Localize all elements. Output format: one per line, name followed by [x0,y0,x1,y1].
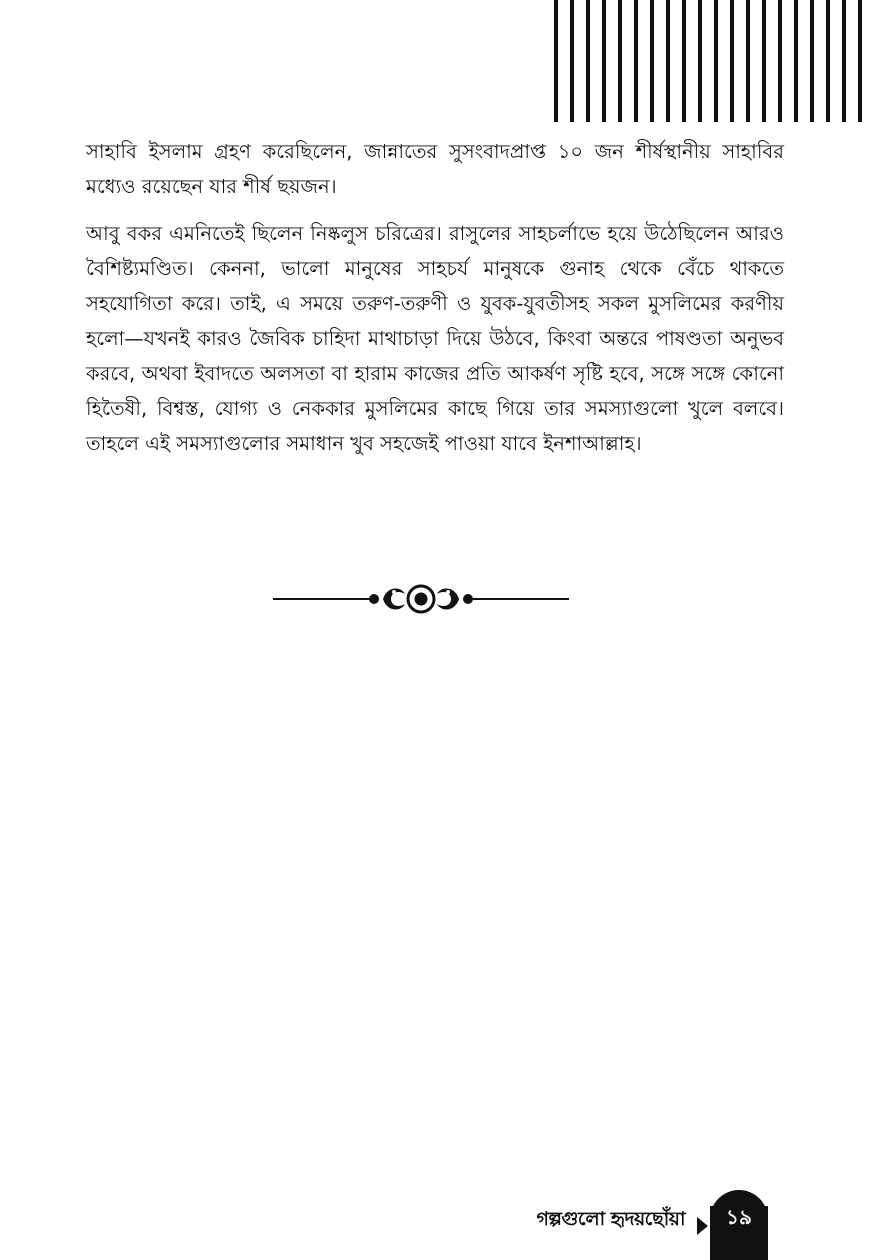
page-number-badge [710,1190,768,1248]
stripe [586,0,590,122]
stripe [794,0,798,122]
stripe [858,0,862,122]
page-body [86,130,784,473]
stripe [666,0,670,122]
page-number: ১৯ [726,1204,752,1229]
stripe [746,0,750,122]
stripe [762,0,766,122]
paragraph-1: সাহাবি ইসলাম গ্রহণ করেছিলেন, জান্নাতের সুসংবাদপ্রাপ্ত ১০ জন শীর্ষস্থানীয় সাহাবির মধ্যেও রয়েছেন যার শীর্ষ ছয়জন। [86,140,784,198]
page-footer [470,1190,870,1260]
paragraph-2: আবু বকর এমনিতেই ছিলেন নিষ্কলুস চরিত্রের। রাসুলের সাহচর্লাভে হয়ে উঠেছিলেন আরও বৈশিষ্ট্যমণ্ডিত। কেননা, ভালো মানুষের সাহচর্য মানুষকে গুনাহ থেকে বেঁচে থাকতে সহযোগিতা করে। তাই, এ সময়ে তরুণ-তরুণী ও যুবক-যুবতীসহ সকল মুসলিমের করণীয় হলো—যখনই কারও জৈবিক চাহিদা মাথাচাড়া দিয়ে উঠবে, কিংবা অন্তরে পাষণ্ডতা অনুভব করবে, অথবা ইবাদতে অলসতা বা হারাম কাজের প্রতি আকর্ষণ সৃষ্টি হবে, সঙ্গে সঙ্গে কোনো হিতৈষী, বিশ্বস্ত, যোগ্য ও নেককার মুসলিমের কাছে গিয়ে তার সমস্যাগুলো খুলে বলবে। তাহলে এই সমস্যাগুলোর সমাধান খুব সহজেই পাওয়া যাবে ইনশাআল্লাহ। [86,222,784,455]
stripe [570,0,574,122]
stripe [730,0,734,122]
arrow-right-icon [697,1217,708,1235]
stripe [618,0,622,122]
stripe [842,0,846,122]
stripe [634,0,638,122]
stripe [778,0,782,122]
stripe [650,0,654,122]
stripe [714,0,718,122]
stripe [602,0,606,122]
stripe [682,0,686,122]
running-title: গল্পগুলো হৃদয়ছোঁয়া [536,1208,685,1230]
stripe [698,0,702,122]
stripe [826,0,830,122]
ornamental-divider [273,580,571,620]
decorative-stripes [552,0,870,122]
stripe [554,0,558,122]
stripe [810,0,814,122]
